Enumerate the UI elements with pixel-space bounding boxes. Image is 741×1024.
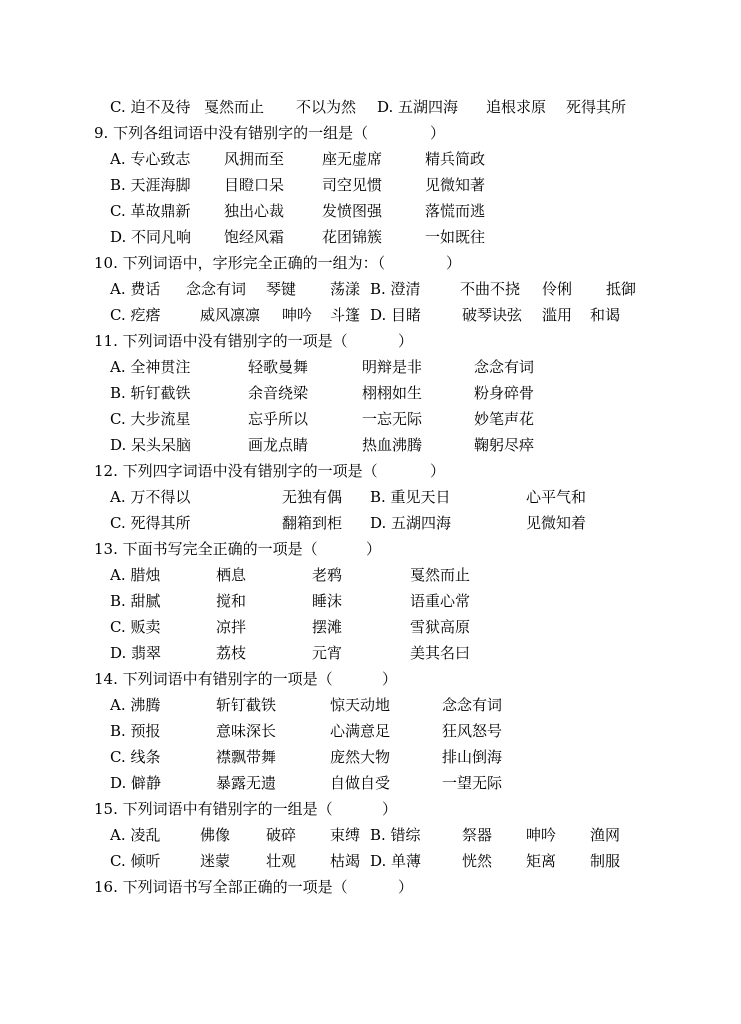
line-segment-text: 琴键	[266, 280, 297, 298]
line-segment-text: 追根求原	[486, 98, 547, 116]
line-segment-text: D. 目睹	[370, 306, 422, 324]
line-lead-text: A. 凌乱	[110, 826, 161, 844]
line-segment-text: 惊天动地	[330, 696, 391, 714]
line-segment-text: 座无虚席	[322, 150, 383, 168]
line-segment-text: 念念有词	[442, 696, 503, 714]
line-lead-text: C. 大步流星	[110, 410, 191, 428]
line-lead-text: B. 甜腻	[110, 592, 161, 610]
line-lead-text: C. 迫不及待	[110, 98, 191, 116]
line-segment-text: 语重心常	[410, 592, 471, 610]
line-segment-text: 伶俐	[542, 280, 573, 298]
line-segment-text: 美其名曰	[410, 644, 471, 662]
line-segment-text: 见微知著	[425, 176, 486, 194]
line-segment-text: D. 单薄	[370, 852, 422, 870]
line-segment-text: 花团锦簇	[322, 228, 383, 246]
line-lead-text: 10. 下列词语中，字形完全正确的一组为：（	[94, 254, 386, 272]
line-segment-text: 一望无际	[442, 774, 503, 792]
line-lead-text: A. 费话	[110, 280, 161, 298]
line-segment-text: 凉拌	[216, 618, 247, 636]
line-lead-text: C. 革故鼎新	[110, 202, 191, 220]
line-segment-text: 摆滩	[312, 618, 343, 636]
line-segment-text: 佛像	[200, 826, 231, 844]
line-lead-text: A. 万不得以	[110, 488, 191, 506]
line-segment-text: 元宵	[312, 644, 343, 662]
line-segment-text: 庞然大物	[330, 748, 391, 766]
line-segment-text: 心满意足	[330, 722, 391, 740]
line-segment-text: 破碎	[266, 826, 297, 844]
line-lead-text: B. 天涯海脚	[110, 176, 191, 194]
line-segment-text: B. 错综	[370, 826, 421, 844]
line-segment-text: 不以为然	[296, 98, 357, 116]
line-lead-text: C. 疙瘩	[110, 306, 161, 324]
line-segment-text: 热血沸腾	[362, 436, 423, 454]
line-lead-text: 15. 下列词语中有错别字的一组是（	[94, 800, 333, 818]
line-segment-text: 斗篷	[330, 306, 361, 324]
line-segment-text: 意味深长	[216, 722, 277, 740]
line-lead-text: B. 斩钉截铁	[110, 384, 191, 402]
line-segment-text: 狂风怒号	[442, 722, 503, 740]
line-segment-text: 排山倒海	[442, 748, 503, 766]
line-segment-text: 威风凛凛	[200, 306, 261, 324]
line-lead-text: C. 贩卖	[110, 618, 161, 636]
line-segment-text: 壮观	[266, 852, 297, 870]
line-segment-text: 不曲不挠	[460, 280, 521, 298]
line-lead-text: A. 全神贯注	[110, 358, 191, 376]
line-segment-text: 栖息	[216, 566, 247, 584]
line-segment-text: 戛然而止	[410, 566, 471, 584]
line-segment-text: 荔枝	[216, 644, 247, 662]
line-segment-text: B. 澄清	[370, 280, 421, 298]
line-segment-text: ）	[398, 878, 414, 896]
line-segment-text: 恍然	[462, 852, 493, 870]
line-lead-text: D. 呆头呆脑	[110, 436, 192, 454]
line-lead-text: A. 专心致志	[110, 150, 191, 168]
line-segment-text: 见微知着	[526, 514, 587, 532]
line-segment-text: 破琴诀弦	[462, 306, 523, 324]
line-segment-text: 无独有偶	[282, 488, 343, 506]
line-segment-text: 念念有词	[186, 280, 247, 298]
line-segment-text: 雪狱高原	[410, 618, 471, 636]
line-segment-text: 独出心裁	[224, 202, 285, 220]
line-lead-text: D. 僻静	[110, 774, 162, 792]
line-segment-text: 自做自受	[330, 774, 391, 792]
line-segment-text: 暴露无遗	[216, 774, 277, 792]
line-lead-text: D. 翡翠	[110, 644, 162, 662]
line-segment-text: 制服	[590, 852, 621, 870]
line-lead-text: 14. 下列词语中有错别字的一项是（	[94, 670, 333, 688]
line-segment-text: B. 重见天日	[370, 488, 451, 506]
line-segment-text: 呻吟	[282, 306, 313, 324]
line-segment-text: D. 五湖四海	[377, 98, 459, 116]
line-segment-text: 一忘无际	[362, 410, 423, 428]
line-segment-text: 枯竭	[330, 852, 361, 870]
line-segment-text: ）	[366, 540, 382, 558]
line-segment-text: 鞠躬尽瘁	[474, 436, 535, 454]
line-segment-text: 念念有词	[474, 358, 535, 376]
line-lead-text: 11. 下列词语中没有错别字的一项是（	[94, 332, 348, 350]
line-segment-text: 睡沫	[312, 592, 343, 610]
line-segment-text: 戛然而止	[204, 98, 265, 116]
line-segment-text: 和谒	[590, 306, 621, 324]
line-segment-text: ）	[398, 332, 414, 350]
line-segment-text: 抵御	[606, 280, 637, 298]
line-lead-text: D. 不同凡响	[110, 228, 192, 246]
line-lead-text: 9. 下列各组词语中没有错别字的一组是（	[94, 124, 369, 142]
line-segment-text: 襟飘带舞	[216, 748, 277, 766]
line-segment-text: 滥用	[542, 306, 573, 324]
line-segment-text: 落慌而逃	[425, 202, 486, 220]
line-lead-text: A. 腊烛	[110, 566, 161, 584]
line-segment-text: 目瞪口呆	[224, 176, 285, 194]
line-segment-text: 精兵简政	[425, 150, 486, 168]
line-segment-text: 妙笔声花	[474, 410, 535, 428]
line-segment-text: 斩钉截铁	[216, 696, 277, 714]
line-segment-text: 余音绕梁	[248, 384, 309, 402]
line-lead-text: C. 死得其所	[110, 514, 191, 532]
line-segment-text: 粉身碎骨	[474, 384, 535, 402]
line-segment-text: D. 五湖四海	[370, 514, 452, 532]
line-segment-text: ）	[430, 124, 446, 142]
line-lead-text: 16. 下列词语书写全部正确的一项是（	[94, 878, 348, 896]
line-lead-text: C. 线条	[110, 748, 161, 766]
line-segment-text: 死得其所	[566, 98, 627, 116]
line-segment-text: 翻箱到柜	[282, 514, 343, 532]
line-segment-text: 呻吟	[526, 826, 557, 844]
line-lead-text: 12. 下列四字词语中没有错别字的一项是（	[94, 462, 378, 480]
line-segment-text: 发愤图强	[322, 202, 383, 220]
line-segment-text: 画龙点睛	[248, 436, 309, 454]
line-segment-text: 明辩是非	[362, 358, 423, 376]
line-lead-text: 13. 下面书写完全正确的一项是（	[94, 540, 318, 558]
line-segment-text: 祭器	[462, 826, 493, 844]
line-segment-text: 饱经风霜	[224, 228, 285, 246]
line-segment-text: 迷蒙	[200, 852, 231, 870]
line-lead-text: B. 预报	[110, 722, 161, 740]
line-segment-text: 心平气和	[526, 488, 587, 506]
line-segment-text: ）	[430, 462, 446, 480]
line-segment-text: 搅和	[216, 592, 247, 610]
line-segment-text: ）	[446, 254, 462, 272]
line-segment-text: 忘乎所以	[248, 410, 309, 428]
line-lead-text: C. 倾听	[110, 852, 161, 870]
line-segment-text: 轻歌曼舞	[248, 358, 309, 376]
line-segment-text: 司空见惯	[322, 176, 383, 194]
line-segment-text: ）	[382, 670, 398, 688]
line-segment-text: 束缚	[330, 826, 361, 844]
line-lead-text: A. 沸腾	[110, 696, 161, 714]
line-segment-text: 矩离	[526, 852, 557, 870]
line-segment-text: 老鸦	[312, 566, 343, 584]
line-segment-text: 栩栩如生	[362, 384, 423, 402]
line-segment-text: 一如既往	[425, 228, 486, 246]
line-segment-text: 荡漾	[330, 280, 361, 298]
line-segment-text: 渔网	[590, 826, 621, 844]
line-segment-text: 风拥而至	[224, 150, 285, 168]
line-segment-text: ）	[382, 800, 398, 818]
